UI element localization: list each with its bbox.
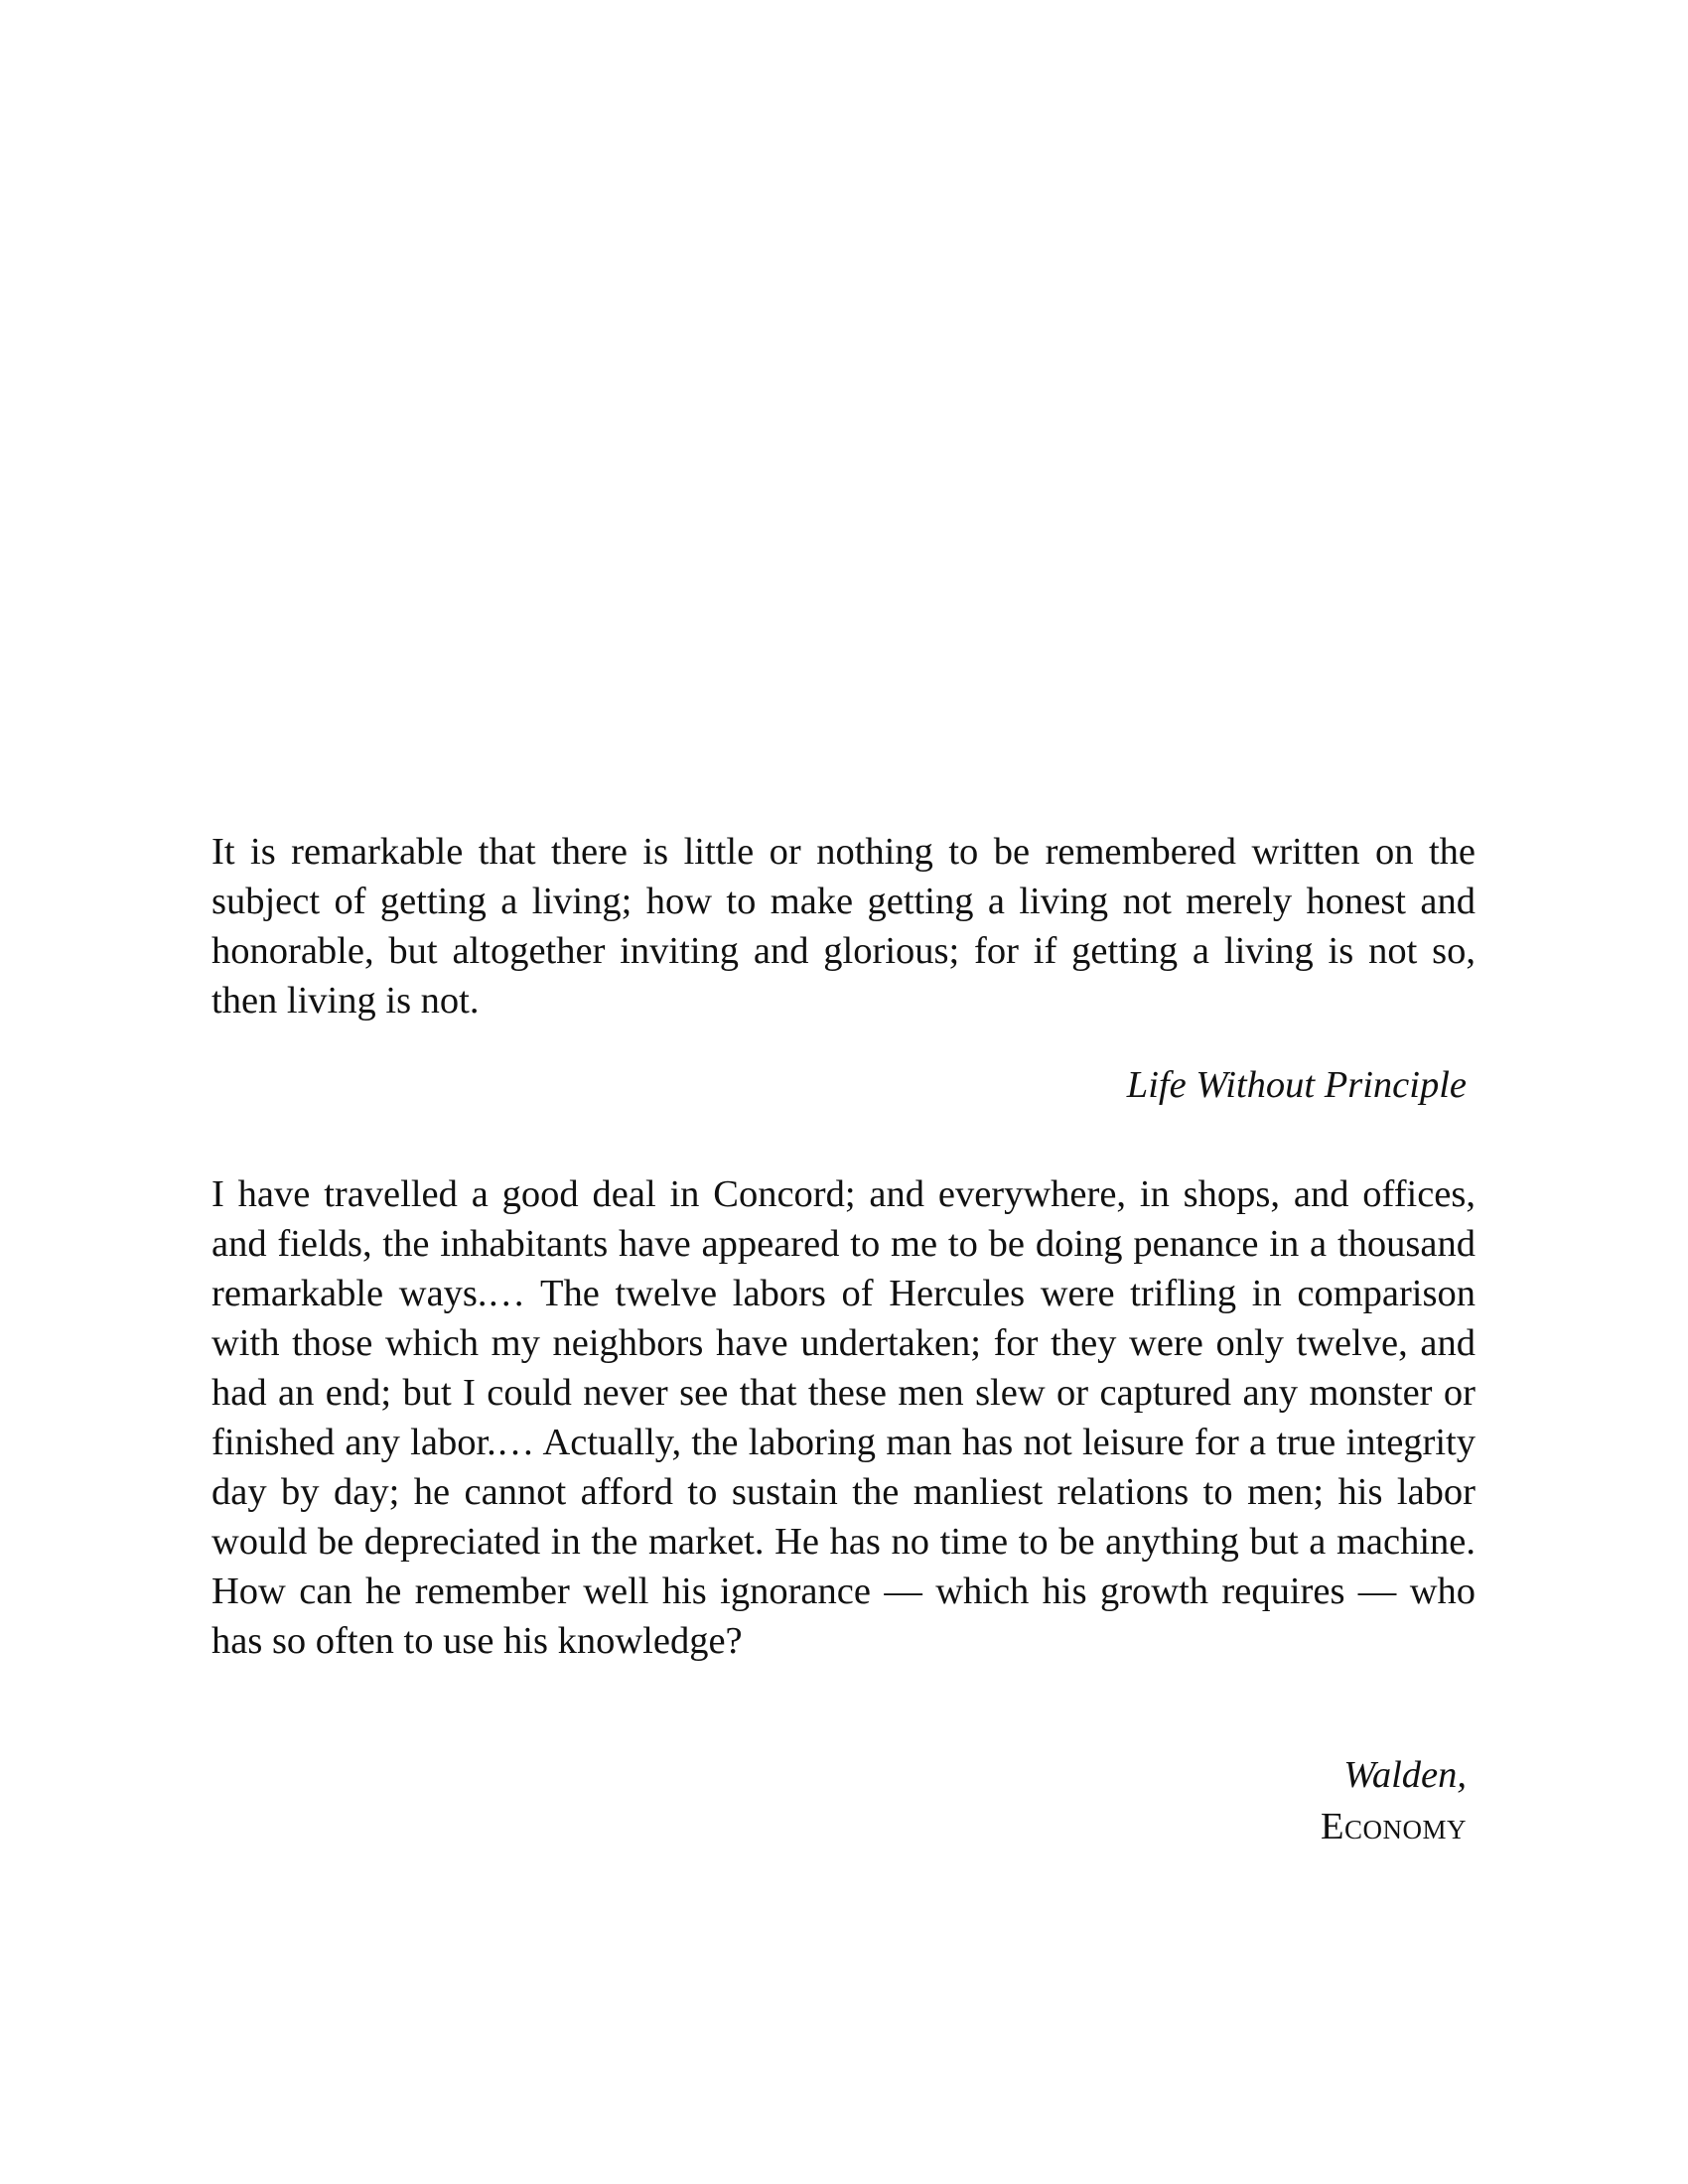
source-walden-title: Walden,	[1343, 1754, 1467, 1796]
quote-life-without-principle: It is remarkable that there is little or nothing to be remembered written on the subject of getting a living; how to make getting a living not merely honest and honorable, but altogether inviting and glorious; for if getting a living is not so, then living is not.	[211, 831, 1476, 1022]
source-life-without-principle: Life Without Principle	[1126, 1064, 1467, 1106]
quote-walden: I have travelled a good deal in Concord; and everywhere, in shops, and offices, and fields, the inhabitants have appeared to me to be doing penance in a thousand remarkable ways.… The twelve labors of Hercules were trifling in comparison with those which my neighbors have undertaken; for they were only twelve, and had an end; but I could never see that these men slew or captured any monster or finished any labor.… Actually, the laboring man has not leisure for a true integrity day by day; he cannot afford to sustain the manliest relations to men; his labor would be depreciated in the market. He has no time to be anything but a machine. How can he remember well his ignorance — which his growth requires — who has so often to use his knowledge?	[211, 1173, 1476, 1662]
source-walden-chapter: Economy	[1320, 1806, 1467, 1847]
